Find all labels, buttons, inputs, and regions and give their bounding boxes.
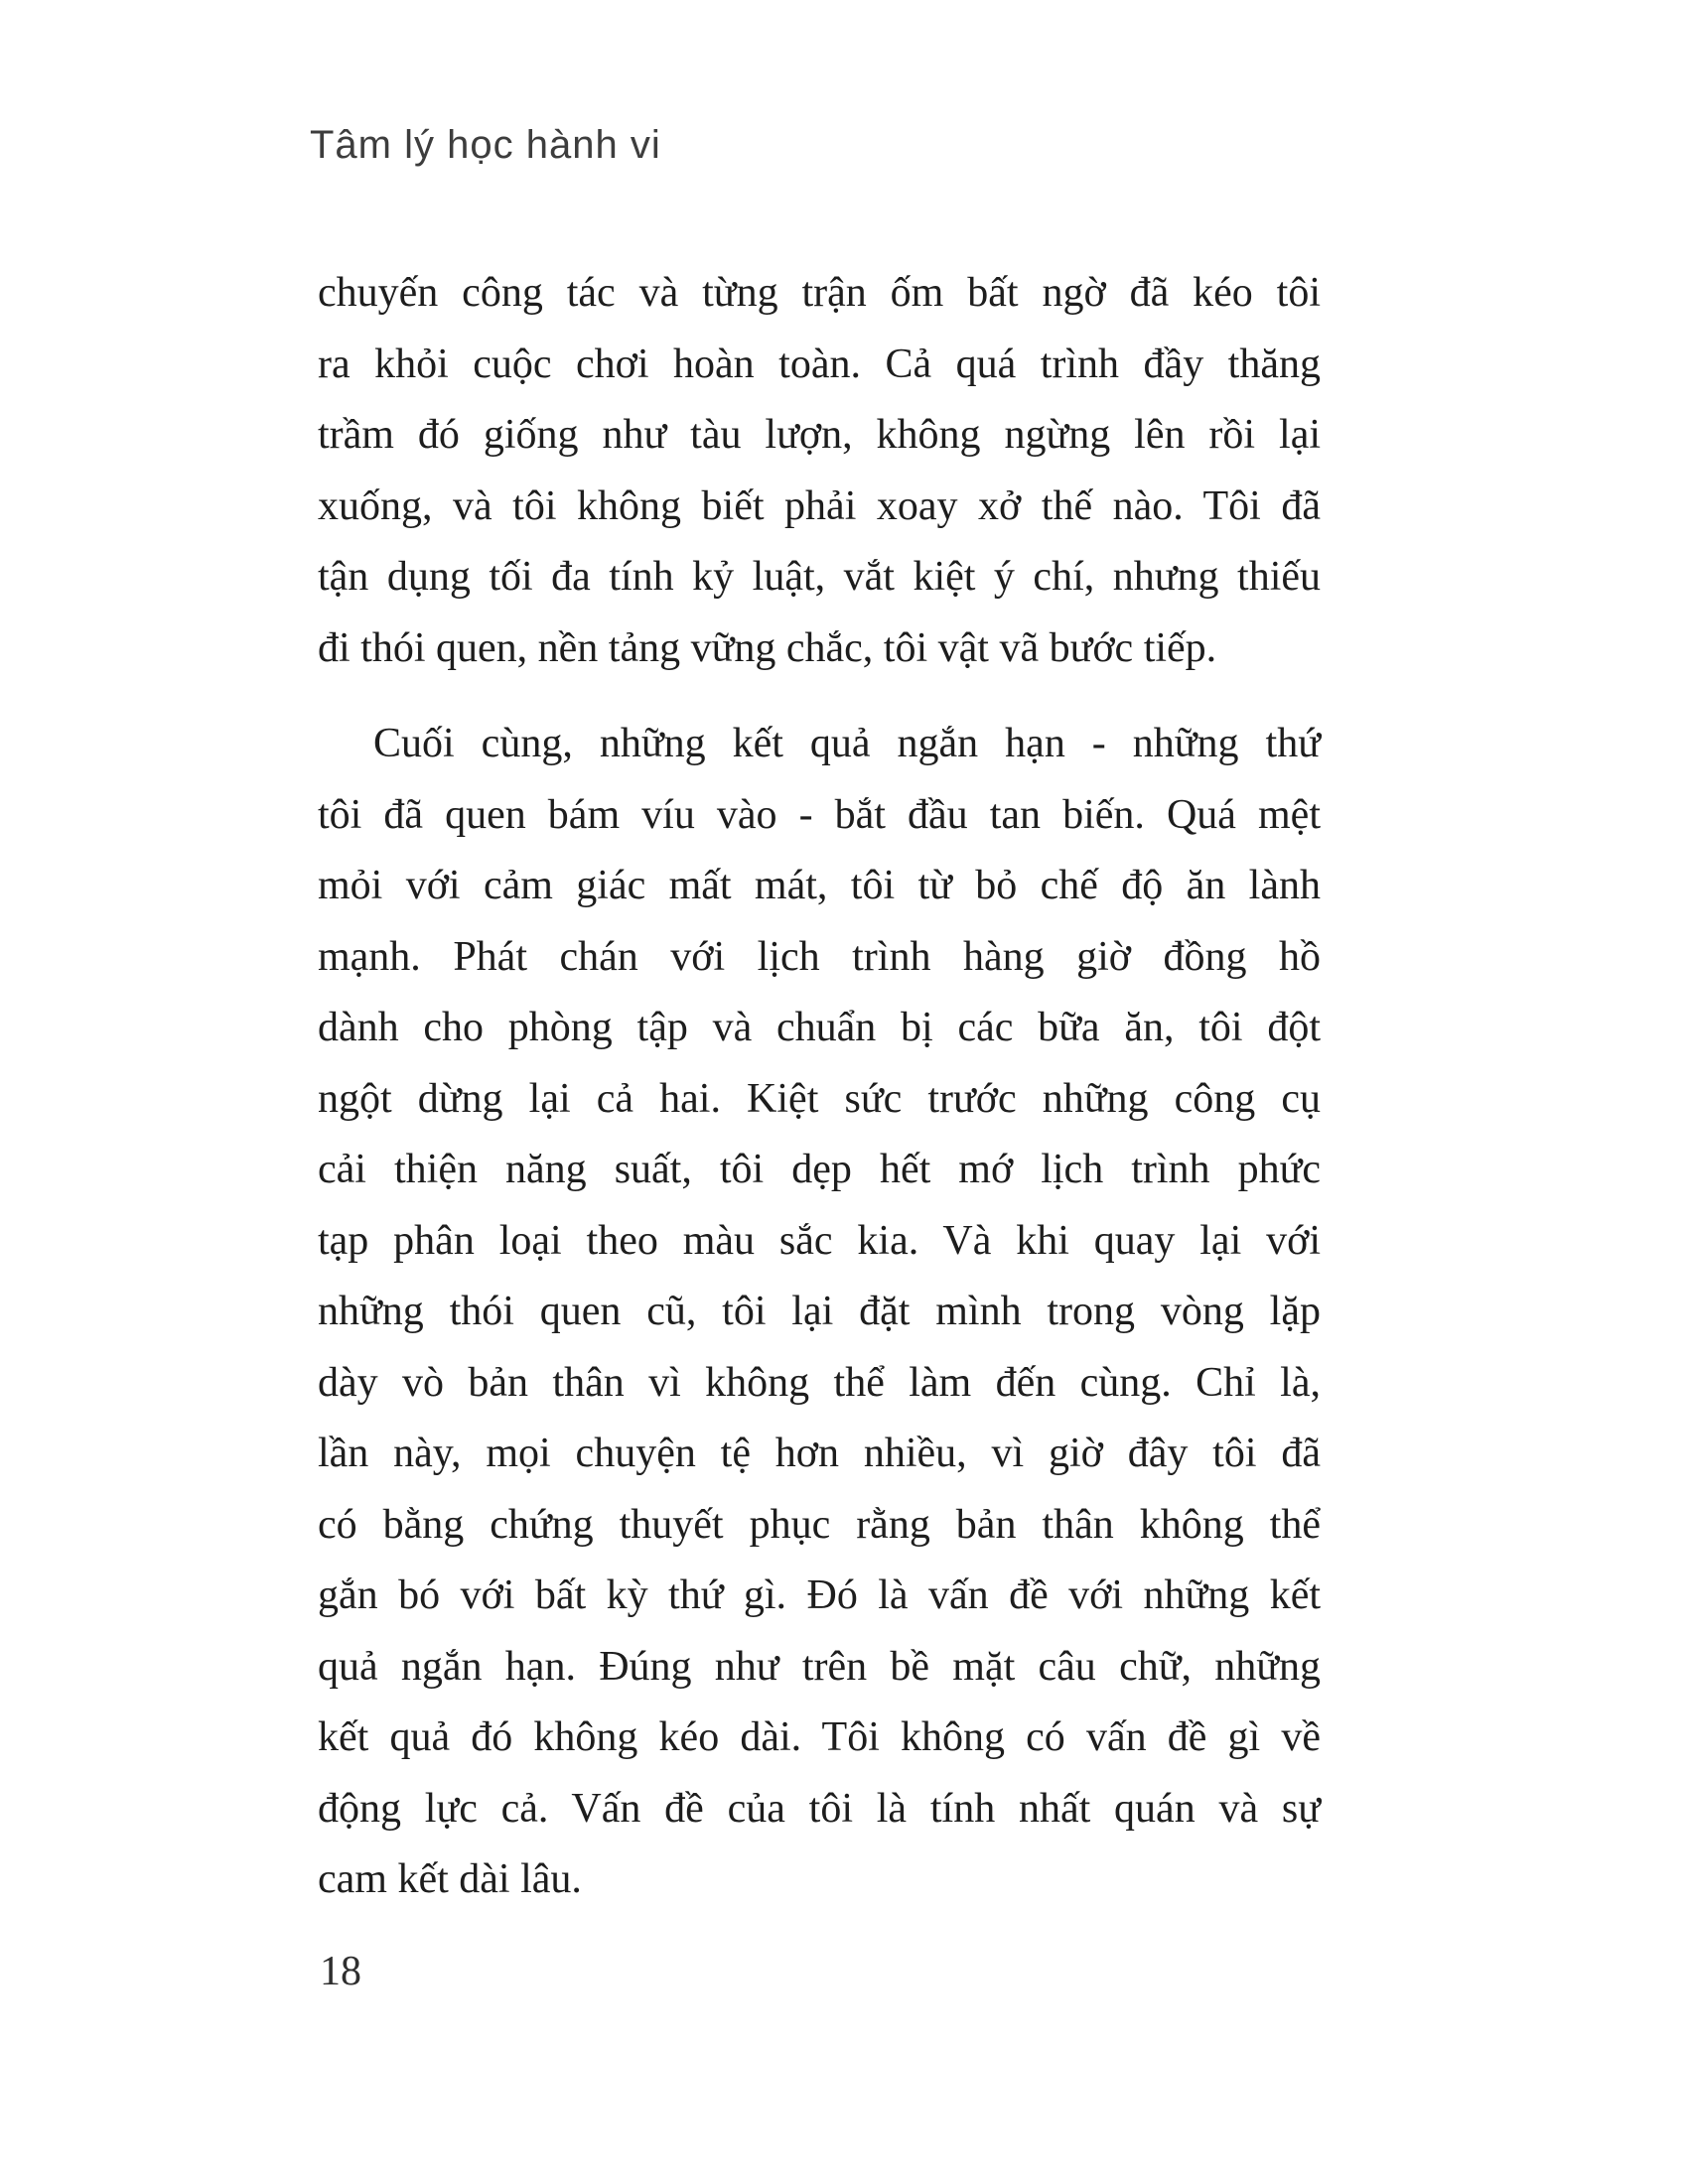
text-line: quả ngắn hạn. Đúng như trên bề mặt câu chữ, những (318, 1643, 1321, 1690)
text-line: xuống, và tôi không biết phải xoay xở thế nào. Tôi đã (318, 482, 1321, 529)
paragraph (318, 258, 1321, 684)
text-line: tạp phân loại theo màu sắc kia. Và khi quay lại với (318, 1217, 1321, 1264)
text-line: mạnh. Phát chán với lịch trình hàng giờ đồng hồ (318, 933, 1321, 980)
text-line: chuyến công tác và từng trận ốm bất ngờ đã kéo tôi (318, 270, 1321, 316)
text-line: tôi đã quen bám víu vào - bắt đầu tan biến. Quá mệt (318, 791, 1321, 838)
text-line: dành cho phòng tập và chuẩn bị các bữa ăn, tôi đột (318, 1005, 1321, 1050)
text-line: ra khỏi cuộc chơi hoàn toàn. Cả quá trình đầy thăng (318, 341, 1321, 387)
running-header: Tâm lý học hành vi (310, 123, 661, 167)
text-line: mỏi với cảm giác mất mát, tôi từ bỏ chế độ ăn lành (318, 863, 1321, 908)
text-block (318, 258, 1321, 1916)
text-line: những thói quen cũ, tôi lại đặt mình trong vòng lặp (318, 1289, 1321, 1334)
text-line: gắn bó với bất kỳ thứ gì. Đó là vấn đề với những kết (318, 1572, 1321, 1618)
text-line: dày vò bản thân vì không thể làm đến cùng. Chỉ là, (318, 1359, 1321, 1406)
text-line: động lực cả. Vấn đề của tôi là tính nhất quán và sự (318, 1785, 1321, 1832)
text-line: Cuối cùng, những kết quả ngắn hạn - những thứ (373, 721, 1321, 766)
text-line: cam kết dài lâu. (318, 1856, 582, 1902)
text-line: ngột dừng lại cả hai. Kiệt sức trước những công cụ (318, 1075, 1321, 1122)
text-line: trầm đó giống như tàu lượn, không ngừng lên rồi lại (318, 412, 1321, 458)
text-line: kết quả đó không kéo dài. Tôi không có vấn đề gì về (318, 1714, 1321, 1760)
text-line: có bằng chứng thuyết phục rằng bản thân không thể (318, 1501, 1321, 1548)
page-number: 18 (320, 1949, 361, 1994)
text-line: lần này, mọi chuyện tệ hơn nhiều, vì giờ đây tôi đã (318, 1431, 1321, 1476)
text-line: đi thói quen, nền tảng vững chắc, tôi vật vã bước tiếp. (318, 624, 1217, 671)
text-line: cải thiện năng suất, tôi dẹp hết mớ lịch trình phức (318, 1147, 1321, 1192)
text-line: tận dụng tối đa tính kỷ luật, vắt kiệt ý chí, nhưng thiếu (318, 554, 1321, 600)
paragraph (318, 709, 1321, 1916)
